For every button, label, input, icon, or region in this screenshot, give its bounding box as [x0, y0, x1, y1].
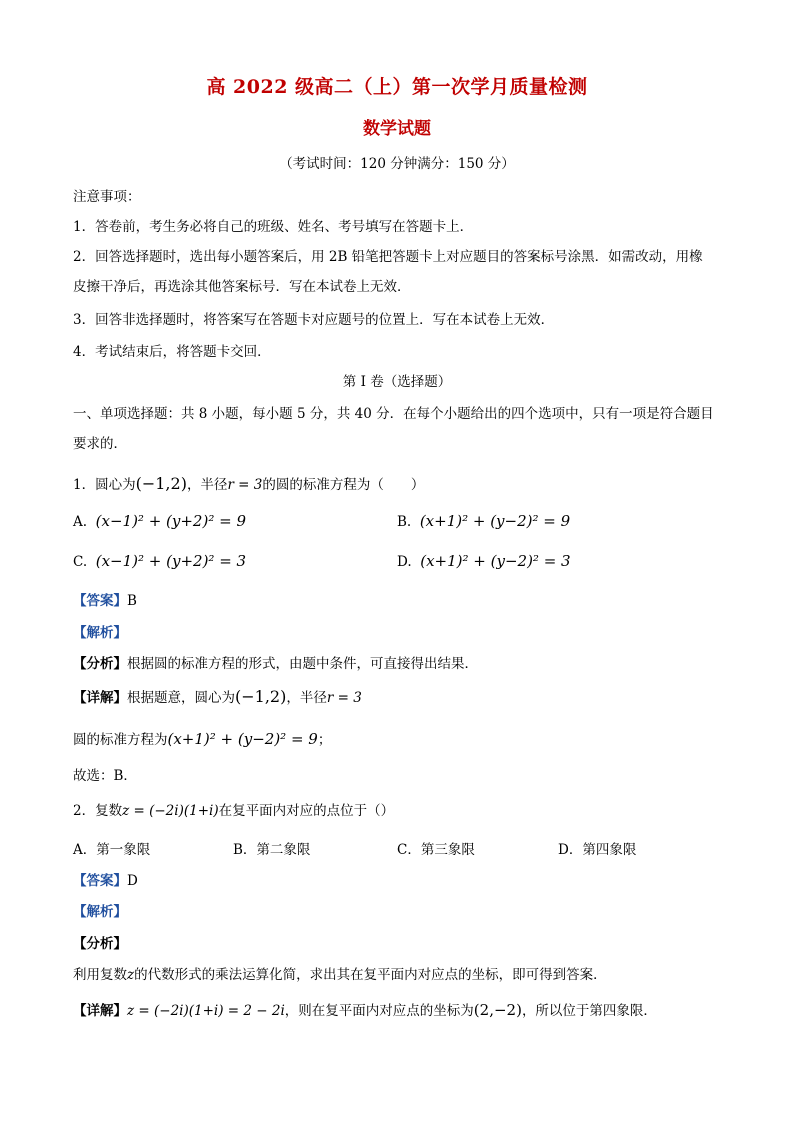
q1-analysis-label: 【解析】 — [73, 625, 127, 641]
part-title: 第 I 卷（选择题） — [342, 374, 452, 390]
q1-detail: 【详解】根据题意，圆心为(−1,2)，半径r = 3 — [73, 687, 362, 706]
subject-title: 数学试题 — [363, 119, 431, 139]
q2-expression: z = (−2i)(1+i) — [122, 803, 219, 819]
section-instruction-a: 一、单项选择题：共 8 小题，每小题 5 分，共 40 分．在每个小题给出的四个选项中，只有一项是符合题目 — [73, 406, 714, 422]
q1-option-d: D. (x+1)² + (y−2)² = 3 — [397, 552, 571, 570]
q2-option-d: D．第四象限 — [558, 842, 637, 858]
exam-title: 高 2022 级高二（上）第一次学月质量检测 — [206, 76, 588, 98]
q2-stem: 2．复数z = (−2i)(1+i)在复平面内对应的点位于（） — [73, 803, 395, 819]
q2-detail: 【详解】z = (−2i)(1+i) = 2 − 2i，则在复平面内对应点的坐标为(2,−2)，所以位于第四象限． — [73, 1001, 657, 1019]
notes-heading: 注意事项： — [73, 189, 141, 205]
section-instruction-b: 要求的． — [73, 436, 127, 452]
q1-fenxi: 【分析】根据圆的标准方程的形式，由题中条件，可直接得出结果． — [73, 656, 478, 672]
q1-center-point: (−1,2) — [135, 474, 187, 493]
q2-fenxi: 利用复数z的代数形式的乘法运算化简，求出其在复平面内对应点的坐标，即可得到答案． — [73, 967, 607, 983]
note-item-4: 4．考试结束后，将答题卡交回． — [73, 344, 271, 360]
q1-answer: 【答案】B — [73, 593, 137, 609]
note-item-3: 3．回答非选择题时，将答案写在答题卡对应题号的位置上．写在本试卷上无效． — [73, 312, 555, 328]
q2-option-a: A．第一象限 — [73, 842, 151, 858]
q1-option-b: B. (x+1)² + (y−2)² = 9 — [397, 512, 571, 530]
q1-stem: 1．圆心为(−1,2)，半径r = 3的圆的标准方程为（ ） — [73, 474, 425, 493]
q1-option-a: A. (x−1)² + (y+2)² = 9 — [73, 512, 246, 530]
q1-choose: 故选：B． — [73, 768, 137, 784]
q2-option-c: C．第三象限 — [397, 842, 475, 858]
note-item-1: 1．答卷前，考生务必将自己的班级、姓名、考号填写在答题卡上． — [73, 219, 474, 235]
q2-answer: 【答案】D — [73, 873, 138, 889]
q2-analysis-label: 【解析】 — [73, 904, 127, 920]
note-item-2b: 皮擦干净后，再选涂其他答案标号．写在本试卷上无效． — [73, 279, 411, 295]
q2-option-b: B．第二象限 — [233, 842, 311, 858]
q1-radius: r = 3 — [227, 477, 263, 493]
note-item-2a: 2．回答选择题时，选出每小题答案后，用 2B 铅笔把答题卡上对应题目的答案标号涂黑．如需改动，用橡 — [73, 249, 703, 265]
exam-info: （考试时间：120 分钟满分：150 分） — [279, 156, 515, 172]
q2-fenxi-label: 【分析】 — [73, 936, 127, 952]
q1-option-c: C. (x−1)² + (y+2)² = 3 — [73, 552, 247, 570]
q1-equation: 圆的标准方程为(x+1)² + (y−2)² = 9； — [73, 730, 332, 748]
